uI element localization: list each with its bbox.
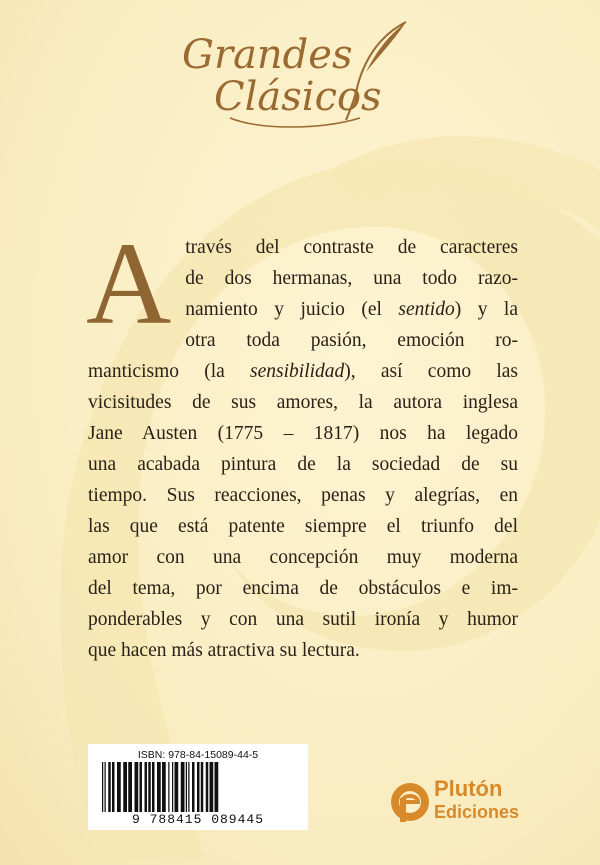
blurb-line: las que está patente siempre el triunfo del <box>88 516 518 537</box>
publisher-subtitle: Ediciones <box>434 802 520 822</box>
barcode <box>88 744 308 830</box>
blurb-line: Jane Austen (1775 – 1817) nos ha legado <box>88 423 518 444</box>
barcode-bar <box>175 762 179 812</box>
barcode-bar <box>108 762 111 812</box>
barcode-bar <box>197 762 200 812</box>
blurb-line: vicisitudes de sus amores, la autora inglesa <box>88 392 518 413</box>
barcode-bar <box>186 762 187 812</box>
barcode-bar <box>105 762 106 812</box>
barcode-bar <box>172 762 173 812</box>
blurb-line: manticismo (la sensibilidad), así como las <box>88 361 519 382</box>
blurb-line: de dos hermanas, una todo razo- <box>185 268 518 289</box>
barcode-bar <box>112 762 115 812</box>
barcode-bar <box>188 762 189 812</box>
barcode-bar <box>140 762 143 812</box>
dropcap: A <box>86 218 172 349</box>
isbn-label: ISBN: 978-84-15089-44-5 <box>137 749 259 761</box>
barcode-bar <box>181 762 185 812</box>
series-title-line1: Grandes <box>182 32 353 78</box>
blurb-line: amor con una concepción muy moderna <box>88 547 518 568</box>
blurb-text <box>86 218 519 666</box>
barcode-digits: 9 788415 089445 <box>131 812 265 827</box>
barcode-bar <box>145 762 148 812</box>
publisher-name: Plutón <box>434 776 503 801</box>
barcode-bar <box>148 762 151 812</box>
barcode-bar <box>206 762 209 812</box>
blurb-line: otra toda pasión, emoción ro- <box>185 330 518 351</box>
blurb-line: través del contraste de caracteres <box>185 237 518 258</box>
blurb-line: que hacen más atractiva su lectura. <box>88 640 360 661</box>
barcode-bar <box>162 762 166 812</box>
barcode-bar <box>168 762 169 812</box>
barcode-bar <box>123 762 127 812</box>
blurb-line: del tema, por encima de obstáculos e im- <box>88 578 518 599</box>
barcode-bars <box>100 762 296 812</box>
barcode-bar <box>210 762 214 812</box>
barcode-bar <box>157 762 161 812</box>
blurb-line: namiento y juicio (el sentido) y la <box>185 299 518 320</box>
barcode-bar <box>117 762 121 812</box>
blurb-line: ponderables y con una sutil ironía y humor <box>88 609 518 630</box>
blurb-line: una acabada pintura de la sociedad de su <box>88 454 518 475</box>
series-title-line2: Clásicos <box>214 74 382 120</box>
barcode-bar <box>152 762 155 812</box>
barcode-bar <box>192 762 195 812</box>
barcode-bar <box>128 762 132 812</box>
publisher-logo <box>388 772 548 832</box>
barcode-bar <box>135 762 139 812</box>
barcode-bar <box>102 762 103 812</box>
blurb-line: tiempo. Sus reacciones, penas y alegrías, en <box>88 485 518 506</box>
pluton-emblem-icon <box>388 776 436 824</box>
series-logo <box>170 10 430 135</box>
barcode-bar <box>215 762 219 812</box>
barcode-bar <box>201 762 204 812</box>
